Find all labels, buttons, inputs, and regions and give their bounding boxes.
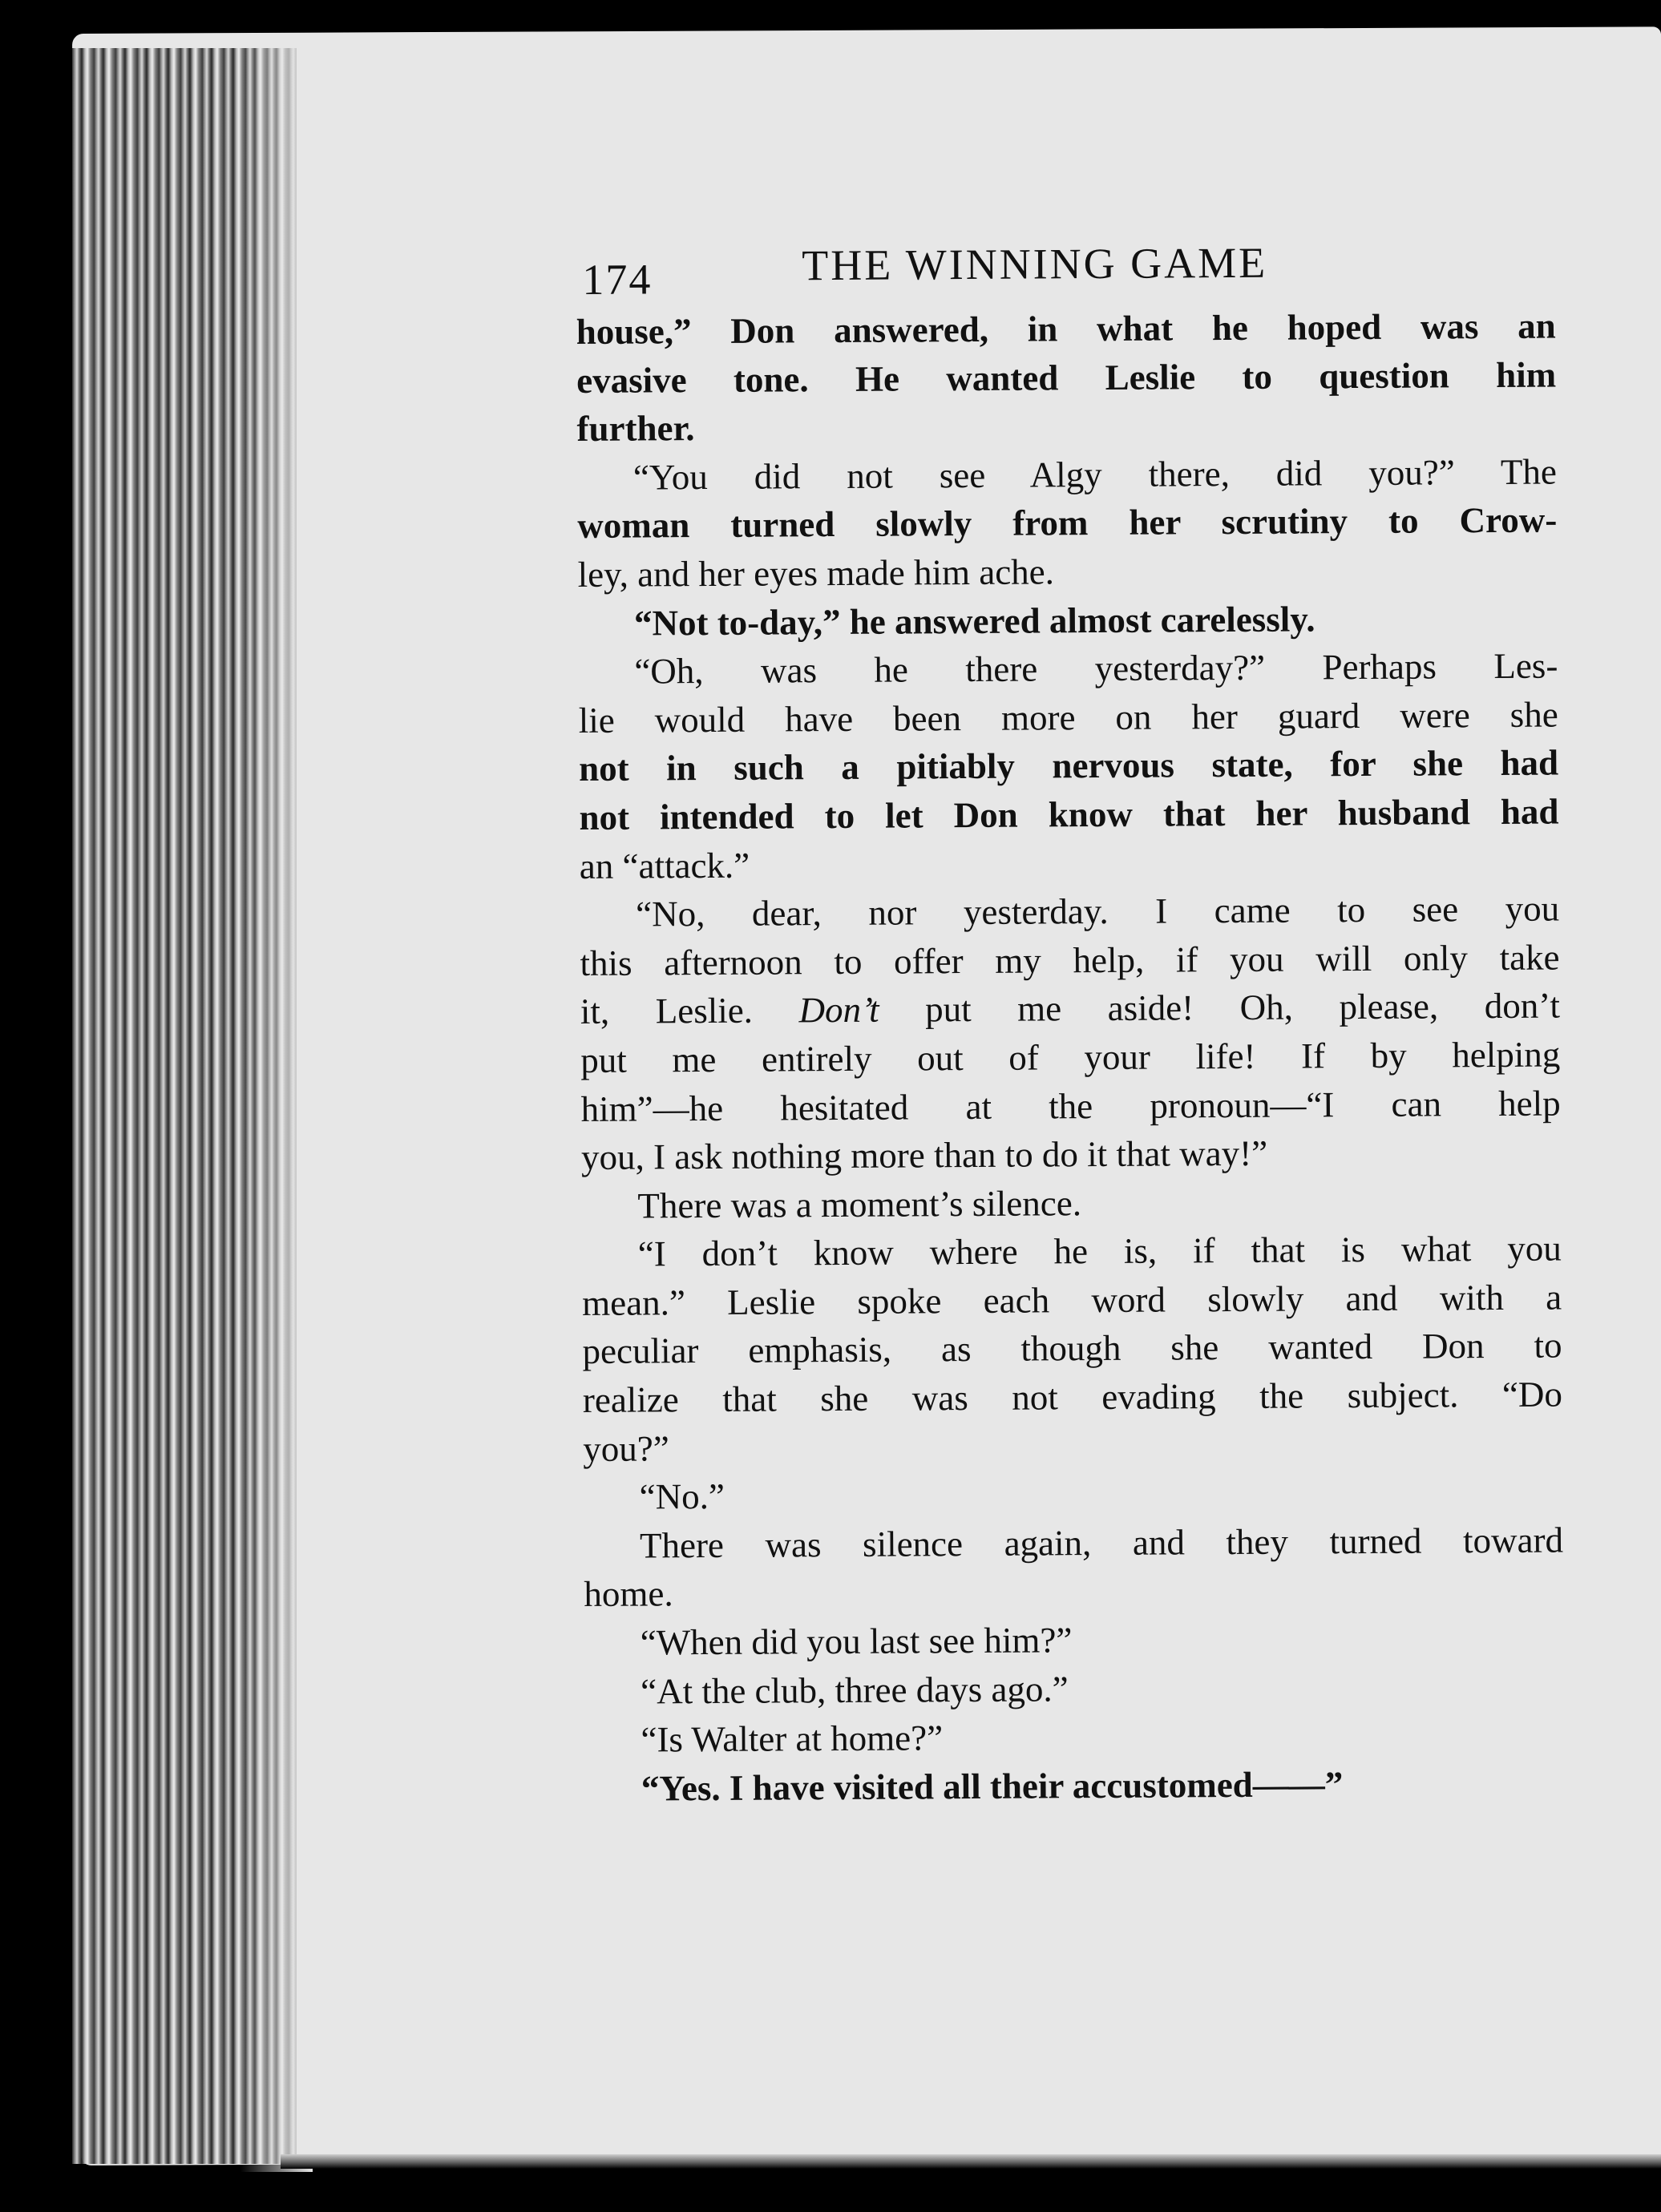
- text-line: evasive tone. He wanted Leslie to question him: [576, 354, 1557, 401]
- text-line: him”—he hesitated at the pronoun—“I can help: [580, 1083, 1561, 1129]
- text-line: not intended to let Don know that her husband had: [579, 791, 1559, 838]
- text-fragment: it, Leslie.: [580, 990, 799, 1032]
- text-line: There was silence again, and they turned toward: [639, 1520, 1564, 1566]
- text-line: “Not to-day,” he answered almost carelessly.: [633, 598, 1315, 644]
- text-line: There was a moment’s silence.: [637, 1182, 1082, 1226]
- text-line: this afternoon to offer my help, if you will only take: [580, 937, 1560, 983]
- text-line: realize that she was not evading the subject. “Do: [582, 1374, 1563, 1421]
- text-line: peculiar emphasis, as though she wanted Don to: [582, 1325, 1562, 1372]
- text-line: “You did not see Algy there, did you?” The: [632, 451, 1558, 498]
- emphasized-word: Don’t: [798, 990, 879, 1031]
- page-number: 174: [582, 255, 653, 304]
- text-line: you?”: [583, 1427, 669, 1469]
- running-title: THE WINNING GAME: [802, 238, 1268, 290]
- text-fragment: put me aside! Oh, please, don’t: [879, 985, 1561, 1031]
- text-line: “I don’t know where he is, if that is what you: [637, 1228, 1562, 1274]
- gutter-shadow: [240, 40, 313, 2172]
- body-text: [576, 302, 1565, 1814]
- text-line: lie would have been more on her guard were she: [578, 694, 1558, 741]
- text-line: mean.” Leslie spoke each word slowly and with a: [582, 1277, 1562, 1323]
- text-line: “At the club, three days ago.”: [640, 1668, 1069, 1712]
- page-bottom-edge: [281, 2154, 1661, 2169]
- page-text-block: [576, 225, 1565, 1814]
- text-line: woman turned slowly from her scrutiny to Crow-: [577, 499, 1558, 547]
- text-line: “Is Walter at home?”: [641, 1718, 944, 1760]
- text-line: ley, and her eyes made him ache.: [577, 551, 1055, 595]
- text-line: “Oh, was he there yesterday?” Perhaps Les-: [634, 645, 1558, 692]
- text-line: “No.”: [639, 1476, 725, 1517]
- text-line: “Yes. I have visited all their accustomed——”: [641, 1764, 1344, 1809]
- text-line: [580, 982, 1560, 1036]
- text-line: put me entirely out of your life! If by helping: [580, 1034, 1561, 1080]
- text-line: not in such a pitiably nervous state, for she had: [578, 742, 1559, 789]
- text-line: house,” Don answered, in what he hoped was an: [576, 305, 1556, 352]
- text-line: “When did you last see him?”: [640, 1620, 1073, 1663]
- text-line: home.: [584, 1573, 673, 1615]
- text-line: an “attack.”: [579, 845, 750, 886]
- text-line: “No, dear, nor yesterday. I came to see you: [636, 888, 1560, 934]
- text-line: you, I ask nothing more than to do it that way!”: [580, 1132, 1268, 1178]
- text-line: further.: [576, 408, 695, 450]
- running-head: [576, 225, 1556, 308]
